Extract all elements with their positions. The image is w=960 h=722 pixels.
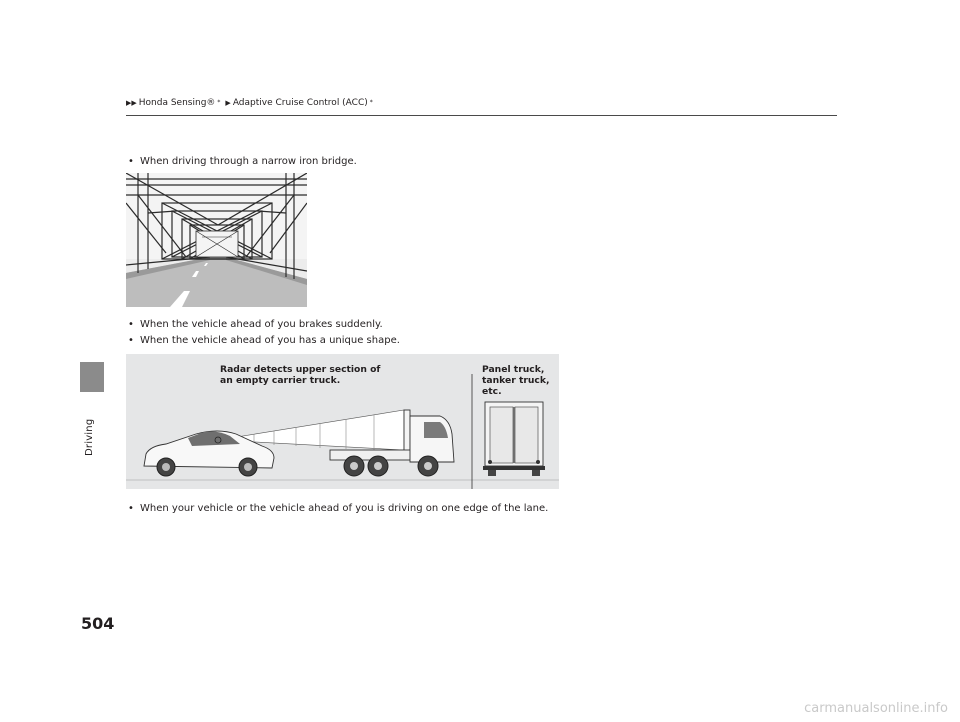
section-label: Driving [84, 418, 95, 456]
bullet-item: • When your vehicle or the vehicle ahead of you is driving on one edge of the lane. [128, 503, 549, 514]
caption-left-line2: an empty carrier truck. [220, 375, 341, 386]
bullet-item: • When the vehicle ahead of you brakes suddenly. [128, 319, 383, 330]
bullet-item: • When driving through a narrow iron bridge. [128, 156, 357, 167]
footnote-marker: * [369, 99, 373, 106]
iron-bridge-illustration [126, 173, 307, 307]
bullet-dot-icon: • [128, 319, 134, 330]
page-number: 504 [81, 614, 115, 633]
caption-left-line1: Radar detects upper section of [220, 364, 381, 375]
bullet-dot-icon: • [128, 335, 134, 346]
panel-truck-illustration [483, 402, 545, 476]
caption-right-line2: tanker truck, [482, 375, 550, 386]
bullet-item: • When the vehicle ahead of you has a unique shape. [128, 335, 400, 346]
footnote-marker: * [217, 99, 221, 106]
bullet-dot-icon: • [128, 503, 134, 514]
breadcrumb-item-acc[interactable]: Adaptive Cruise Control (ACC) [232, 98, 368, 108]
radar-detection-illustration [126, 354, 559, 489]
caption-right-line3: etc. [482, 386, 502, 397]
bullet-dot-icon: • [128, 156, 134, 167]
breadcrumb-arrow-icon: ▶▶ [126, 99, 137, 107]
breadcrumb-arrow-icon: ▶ [225, 99, 231, 107]
caption-right-line1: Panel truck, [482, 364, 545, 375]
header-divider [126, 115, 837, 116]
watermark: carmanualsonline.info [804, 701, 948, 716]
section-tab [80, 362, 104, 392]
breadcrumb [126, 96, 376, 110]
breadcrumb-item-honda-sensing[interactable]: Honda Sensing® [138, 98, 216, 108]
